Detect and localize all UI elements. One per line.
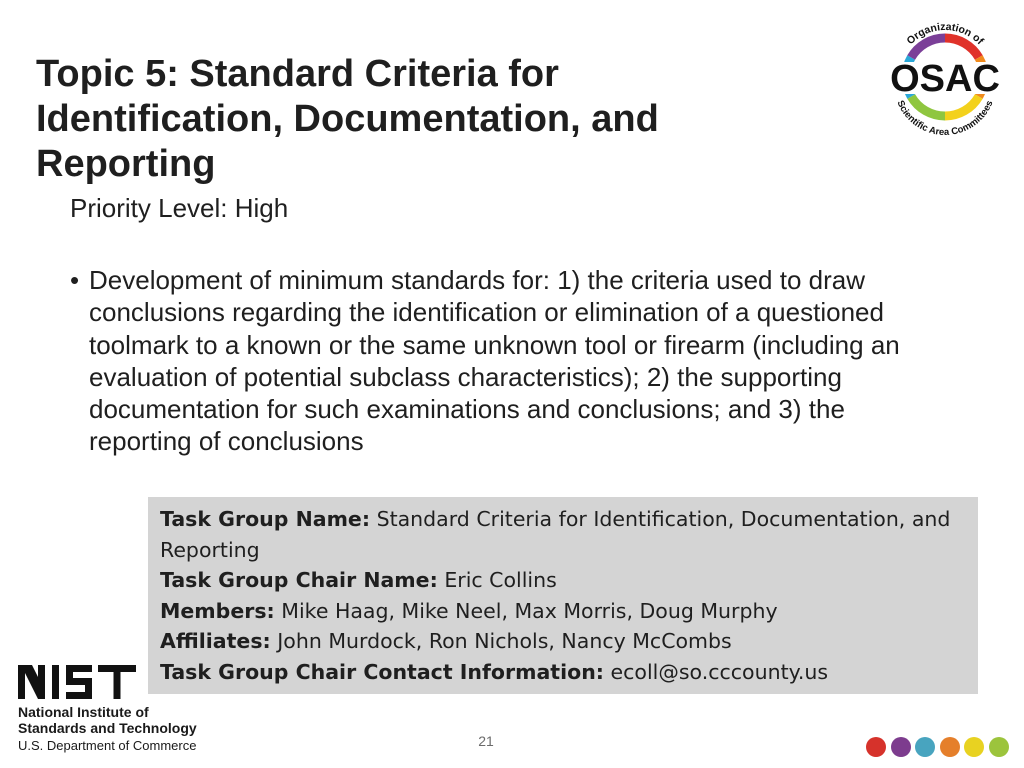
nist-line-3: U.S. Department of Commerce	[18, 738, 197, 753]
title-line-2: Identification, Documentation, and	[36, 98, 659, 140]
footer-dot	[891, 737, 911, 757]
bullet-point	[70, 264, 950, 458]
bullet-text: Development of minimum standards for: 1) the criteria used to draw conclusions regarding the identification or elimination of a questioned toolmark to a known or the same unknown tool or firearm (including an evaluation of potential subclass characteristics); 2) the supporting documentation for such examinations and conclusions; and 3) the reporting of conclusions	[89, 265, 900, 457]
slide-title	[36, 52, 796, 187]
footer-dot	[989, 737, 1009, 757]
task-group-chair-label: Task Group Chair Name:	[160, 568, 438, 593]
osac-arc-bottom: Scientific Area Committees	[894, 98, 996, 139]
title-line-1: Topic 5: Standard Criteria for	[36, 53, 559, 95]
members-row	[160, 596, 966, 627]
task-group-chair-row	[160, 565, 966, 596]
nist-line-2: Standards and Technology	[18, 720, 197, 736]
osac-arc-top: Organization of	[904, 20, 986, 48]
bullet-dot-icon: •	[70, 265, 80, 295]
affiliates-label: Affiliates:	[160, 629, 271, 654]
nist-logo	[18, 665, 228, 759]
task-group-box	[148, 497, 978, 694]
title-line-3: Reporting	[36, 143, 216, 185]
osac-wordmark: OSAC	[890, 58, 1000, 100]
members-label: Members:	[160, 598, 275, 623]
members-value: Mike Haag, Mike Neel, Max Morris, Doug Murphy	[281, 598, 778, 623]
task-group-name-row	[160, 504, 966, 565]
osac-logo	[880, 12, 1010, 142]
contact-value: ecoll@so.cccounty.us	[610, 659, 829, 684]
contact-row	[160, 657, 966, 688]
task-group-name-value: Standard Criteria for Identification, Documentation, and Reporting	[160, 507, 951, 562]
task-group-chair-value: Eric Collins	[444, 568, 557, 593]
footer-dot	[866, 737, 886, 757]
priority-level: Priority Level: High	[70, 193, 289, 223]
nist-wordmark-icon	[18, 665, 136, 699]
footer-dot	[940, 737, 960, 757]
task-group-name-label: Task Group Name:	[160, 507, 371, 531]
page-number: 21	[478, 733, 494, 749]
affiliates-value: John Murdock, Ron Nichols, Nancy McCombs	[277, 629, 732, 654]
nist-line-1: National Institute of	[18, 704, 149, 720]
footer-color-dots	[866, 737, 1009, 757]
affiliates-row	[160, 626, 966, 657]
footer-dot	[915, 737, 935, 757]
contact-label: Task Group Chair Contact Information:	[160, 659, 604, 684]
footer-dot	[964, 737, 984, 757]
